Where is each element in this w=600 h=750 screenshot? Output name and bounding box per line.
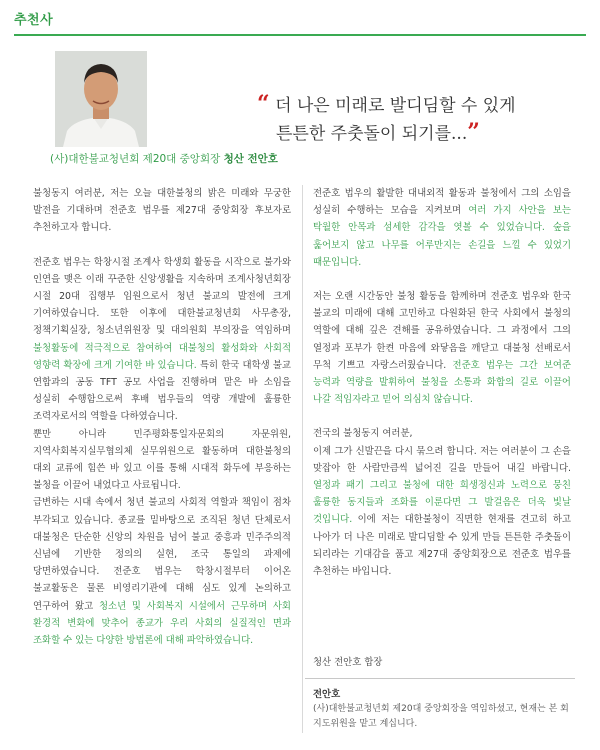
left-p2-highlight: 불청활동에 적극적으로 참여하여 대불청의 활성화와 사회적 영향력 확장에 크게 기여한 바 있습니다. xyxy=(33,342,291,371)
right-column xyxy=(313,185,571,580)
close-quote-icon: ” xyxy=(467,119,480,145)
left-column xyxy=(33,185,291,649)
photo-caption xyxy=(50,151,278,166)
right-paragraph-1 xyxy=(313,185,571,271)
left-p2-text-end: 특히 한국 대학생 불교 연합과의 공동 TFT 공모 사업을 진행하며 맡은 바 소임을 성실히 수행함으로써 후배 법우들의 역량 개발에 훌륭한 조력자로서의 역할을 다하였습니다. xyxy=(33,359,291,423)
right-p3-text: 이제 그가 신발끈을 다시 묶으려 합니다. 저는 여러분이 그 손을 맞잡아 한 사람만큼씩 넓어진 길을 만들어 내길 바랍니다. xyxy=(313,445,571,474)
pull-quote xyxy=(235,91,575,147)
left-paragraph-4 xyxy=(33,494,291,649)
left-paragraph-2 xyxy=(33,254,291,426)
header-divider xyxy=(14,34,586,36)
caption-name: 청산 전안호 xyxy=(223,153,278,165)
right-p1-highlight: 여러 가지 사안을 보는 탁월한 안목과 섬세한 감각을 엿볼 수 있었습니다. 숲을 훑어보지 않고 나무를 어루만지는 손길을 느낄 수 있었기 때문입니다. xyxy=(313,205,571,268)
bio-name: 전안호 xyxy=(313,689,341,700)
bio-text: (사)대한불교청년회 제20대 중앙회장을 역임하셨고, 현재는 본 회 지도위원을 맡고 계십니다. xyxy=(313,704,569,729)
section-title: 추천사 xyxy=(14,13,54,28)
quote-line-1: 더 나은 미래로 발디딤할 수 있게 xyxy=(275,96,516,116)
right-p2-text: 저는 오랜 시간동안 불청 활동을 함께하며 전준호 법우와 한국 불교의 미래에 대해 고민하고 다원화된 한국 사회에서 불청의 역할에 대해 깊은 견해를 공유하였습니다. 그 과정에서 그의 열정과 포부가 한켠 마음에 와닿음을 깨닫고 대불청 선배로서 무척 기쁘고 자랑스러웠습니다. xyxy=(313,291,571,371)
left-paragraph-1: 불청동지 여러분, 저는 오늘 대한불청의 밝은 미래와 무궁한 발전을 기대하며 전준호 법우를 제27대 중앙회장 후보자로 추천하고자 합니다. xyxy=(33,188,291,234)
quote-line-2: 튼튼한 주춧돌이 되기를... xyxy=(276,124,468,144)
left-p4-text: 급변하는 시대 속에서 청년 불교의 사회적 역할과 책임이 점차 부각되고 있습니다. 종교를 밑바탕으로 조직된 청년 단체로서 대불청은 단순한 신앙의 차원을 넘어 불교 중흥과 민주주의적 신념에 기반한 정의의 실현, 조국 통일의 과제에 당면하였습니다. 전준호 법우는 학창시절부터 이어온 불교활동은 물론 비영리기관에 대해 심도 있게 논의하고 연구하여 왔고 xyxy=(33,497,291,612)
right-paragraph-3-greeting: 전국의 불청동지 여러분, xyxy=(313,428,413,440)
caption-affiliation: (사)대한불교청년회 제20대 중앙회장 xyxy=(50,153,221,165)
signature: 청산 전안호 합장 xyxy=(313,657,383,668)
open-quote-icon: “ xyxy=(257,91,270,117)
right-p3-highlight: 열정과 패기 그리고 불청에 대한 희생정신과 노력으로 뭉친 훌륭한 동지들과 조화를 이룬다면 그 발걸음은 더욱 빛날 것입니다. xyxy=(313,480,571,526)
left-p4-highlight: 청소년 및 사회복지 시설에서 근무하며 사회 환경적 변화에 맞추어 종교가 우리 사회의 실질적인 면과 조화할 수 있는 다양한 방법론에 대해 파악하였습니다. xyxy=(33,600,291,647)
column-divider xyxy=(302,185,303,733)
left-paragraph-3: 뿐만 아니라 민주평화통일자문회의 자문위원, 지역사회복지실무협의체 실무위원으로 활동하며 대한불청의 대외 교류에 힘쓴 바 있고 이를 통해 시대적 화두에 부응하는 불청을 이끌어 내었다고 사료됩니다. xyxy=(33,428,291,492)
left-p2-text: 전준호 법우는 학창시절 조계사 학생회 활동을 시작으로 불가와 인연을 맺은 이래 꾸준한 신앙생활을 지속하며 조계사청년회장 시절 20대 집행부 임원으로서 청년 불교의 발전에 크게 기여하였습니다. 또한 이후에 대한불교청년회 사무총장, 정책기획실장, 청소년위원장 및 대의원회 부의장을 역임하며 xyxy=(33,256,291,337)
portrait-photo xyxy=(55,51,147,147)
right-p2-highlight: 전준호 법우는 그간 보여준 능력과 역량을 발휘하여 불청을 소통과 화합의 길로 이끌어 나갈 적임자라고 믿어 의심치 않습니다. xyxy=(313,359,571,406)
right-paragraph-2 xyxy=(313,288,571,408)
right-p3-text-end: 이에 저는 대한불청이 직면한 현재를 견고히 하고 나아가 더 나은 미래로 발디딤할 수 있게 만들 튼튼한 주춧돌이 되리라는 기대감을 품고 제27대 중앙회장으로 전준호 법우를 추천하는 바입니다. xyxy=(313,514,571,578)
right-p1-text: 전준호 법우의 활발한 대내외적 활동과 불청에서 그의 소임을 성실히 수행하는 모습을 지켜보며 xyxy=(313,188,571,217)
right-paragraph-3 xyxy=(313,443,571,581)
bio-divider xyxy=(305,678,575,679)
